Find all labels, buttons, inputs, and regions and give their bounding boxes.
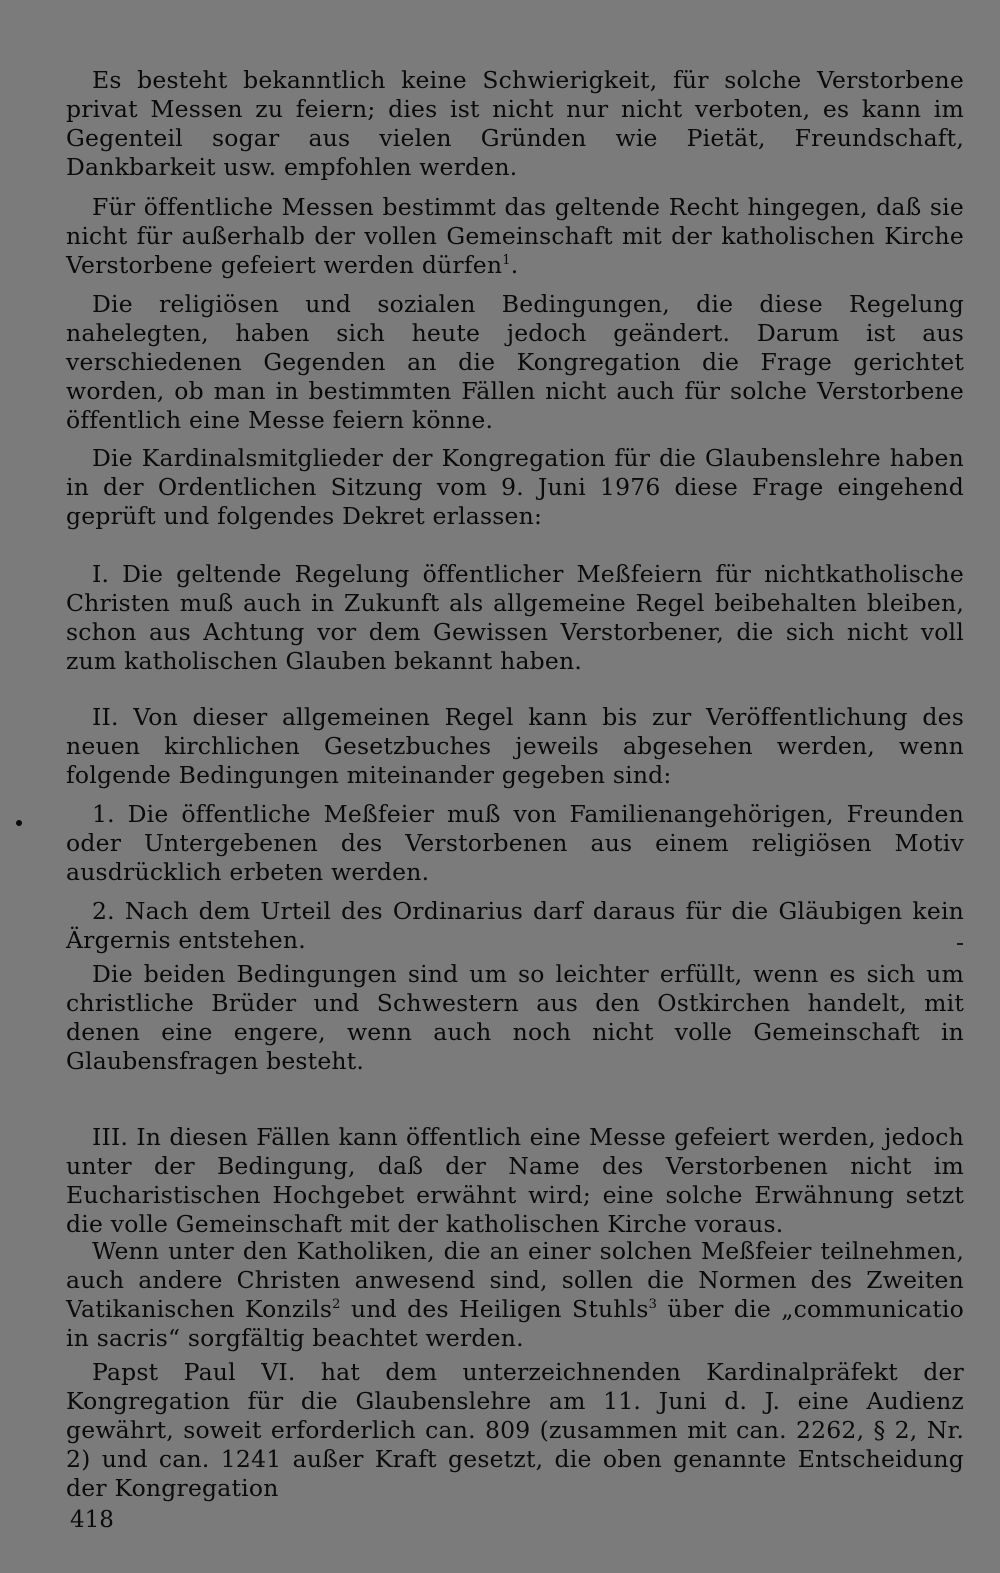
condition-1 xyxy=(66,800,964,887)
footnote-ref: 1 xyxy=(502,253,511,269)
paragraph-text: Es besteht bekanntlich keine Schwierigkeit, für solche Verstorbene privat Messen zu feiern; dies ist nicht nur nicht verboten, es kann im Gegenteil sogar aus vielen Gründen wie Pietät, Freundschaft, Dankbarkeit usw. empfohlen werden. xyxy=(66,66,964,181)
paragraph-1 xyxy=(66,66,964,182)
paragraph-text: III. In diesen Fällen kann öffentlich eine Messe gefeiert werden, jedoch unter der Bedingung, daß der Name des Verstorbenen nicht im Eucharistischen Hochgebet erwähnt wird; eine solche Erwähnung setzt die volle Gemeinschaft mit der katholischen Kirche voraus. xyxy=(66,1123,964,1238)
paragraph-mid: und des Heiligen Stuhls xyxy=(340,1295,649,1323)
margin-mark xyxy=(16,820,22,826)
paragraph-2 xyxy=(66,193,964,280)
paragraph-text: 1. Die öffentliche Meßfeier muß von Familienangehörigen, Freunden oder Untergebenen des Verstorbenen aus einem religiösen Motiv ausdrücklich erbeten werden. xyxy=(66,800,964,886)
paragraph-tail: über die „communicatio in sacris“ sorgfältig beachtet werden. xyxy=(66,1295,964,1352)
paragraph-conditions-note xyxy=(66,960,964,1076)
section-2 xyxy=(66,703,964,790)
paragraph-body: Für öffentliche Messen bestimmt das geltende Recht hingegen, daß sie nicht für außerhalb der vollen Gemeinschaft mit der katholischen Kirche Verstorbene gefeiert werden dürfen xyxy=(66,193,964,279)
condition-2 xyxy=(66,897,964,955)
paragraph-text: Die Kardinalsmitglieder der Kongregation für die Glaubenslehre haben in der Ordentlichen Sitzung vom 9. Juni 1976 diese Frage eingehend geprüft und folgendes Dekret erlassen: xyxy=(66,444,964,530)
paragraph-text xyxy=(66,193,964,280)
paragraph-text xyxy=(66,1237,964,1353)
paragraph-4 xyxy=(66,444,964,531)
footnote-ref: 2 xyxy=(332,1297,341,1313)
paragraph-text: Die religiösen und sozialen Bedingungen, die diese Regelung nahelegten, haben sich heute jedoch geändert. Darum ist aus verschiedenen Gegenden an die Kongregation die Frage gerichtet worden, ob man in bestimmten Fällen nicht auch für solche Verstorbene öffentlich eine Messe feiern könne. xyxy=(66,290,964,434)
paragraph-papst xyxy=(66,1358,964,1503)
paragraph-text: Papst Paul VI. hat dem unterzeichnenden Kardinalpräfekt der Kongregation für die Glaubenslehre am 11. Juni d. J. eine Audienz gewährt, soweit erforderlich can. 809 (zusammen mit can. 2262, § 2, Nr. 2) und can. 1241 außer Kraft gesetzt, die oben genannte Entscheidung der Kongregation xyxy=(66,1358,964,1502)
paragraph-communicatio xyxy=(66,1237,964,1353)
section-3 xyxy=(66,1123,964,1239)
paragraph-text: Die beiden Bedingungen sind um so leichter erfüllt, wenn es sich um christliche Brüder und Schwestern aus den Ostkirchen handelt, mit denen eine engere, wenn auch noch nicht volle Gemeinschaft in Glaubensfragen besteht. xyxy=(66,960,964,1075)
paragraph-body: Wenn unter den Katholiken, die an einer solchen Meßfeier teilnehmen, auch andere Christen anwesend sind, sollen die Normen des Zweiten Vatikanischen Konzils xyxy=(66,1237,964,1323)
paragraph-text: II. Von dieser allgemeinen Regel kann bis zur Veröffentlichung des neuen kirchlichen Gesetzbuches jeweils abgesehen werden, wenn folgende Bedingungen miteinander gegeben sind: xyxy=(66,703,964,789)
paragraph-tail: . xyxy=(510,251,519,279)
paragraph-text: 2. Nach dem Urteil des Ordinarius darf daraus für die Gläubigen kein Ärgernis entstehen. xyxy=(66,897,964,954)
section-1 xyxy=(66,560,964,676)
paragraph-text: I. Die geltende Regelung öffentlicher Meßfeiern für nichtkatholische Christen muß auch in Zukunft als allgemeine Regel beibehalten bleiben, schon aus Achtung vor dem Gewissen Verstorbener, die sich nicht voll zum katholischen Glauben bekannt haben. xyxy=(66,560,964,675)
page-number: 418 xyxy=(70,1507,114,1533)
footnote-ref: 3 xyxy=(648,1297,658,1313)
paragraph-3 xyxy=(66,290,964,435)
